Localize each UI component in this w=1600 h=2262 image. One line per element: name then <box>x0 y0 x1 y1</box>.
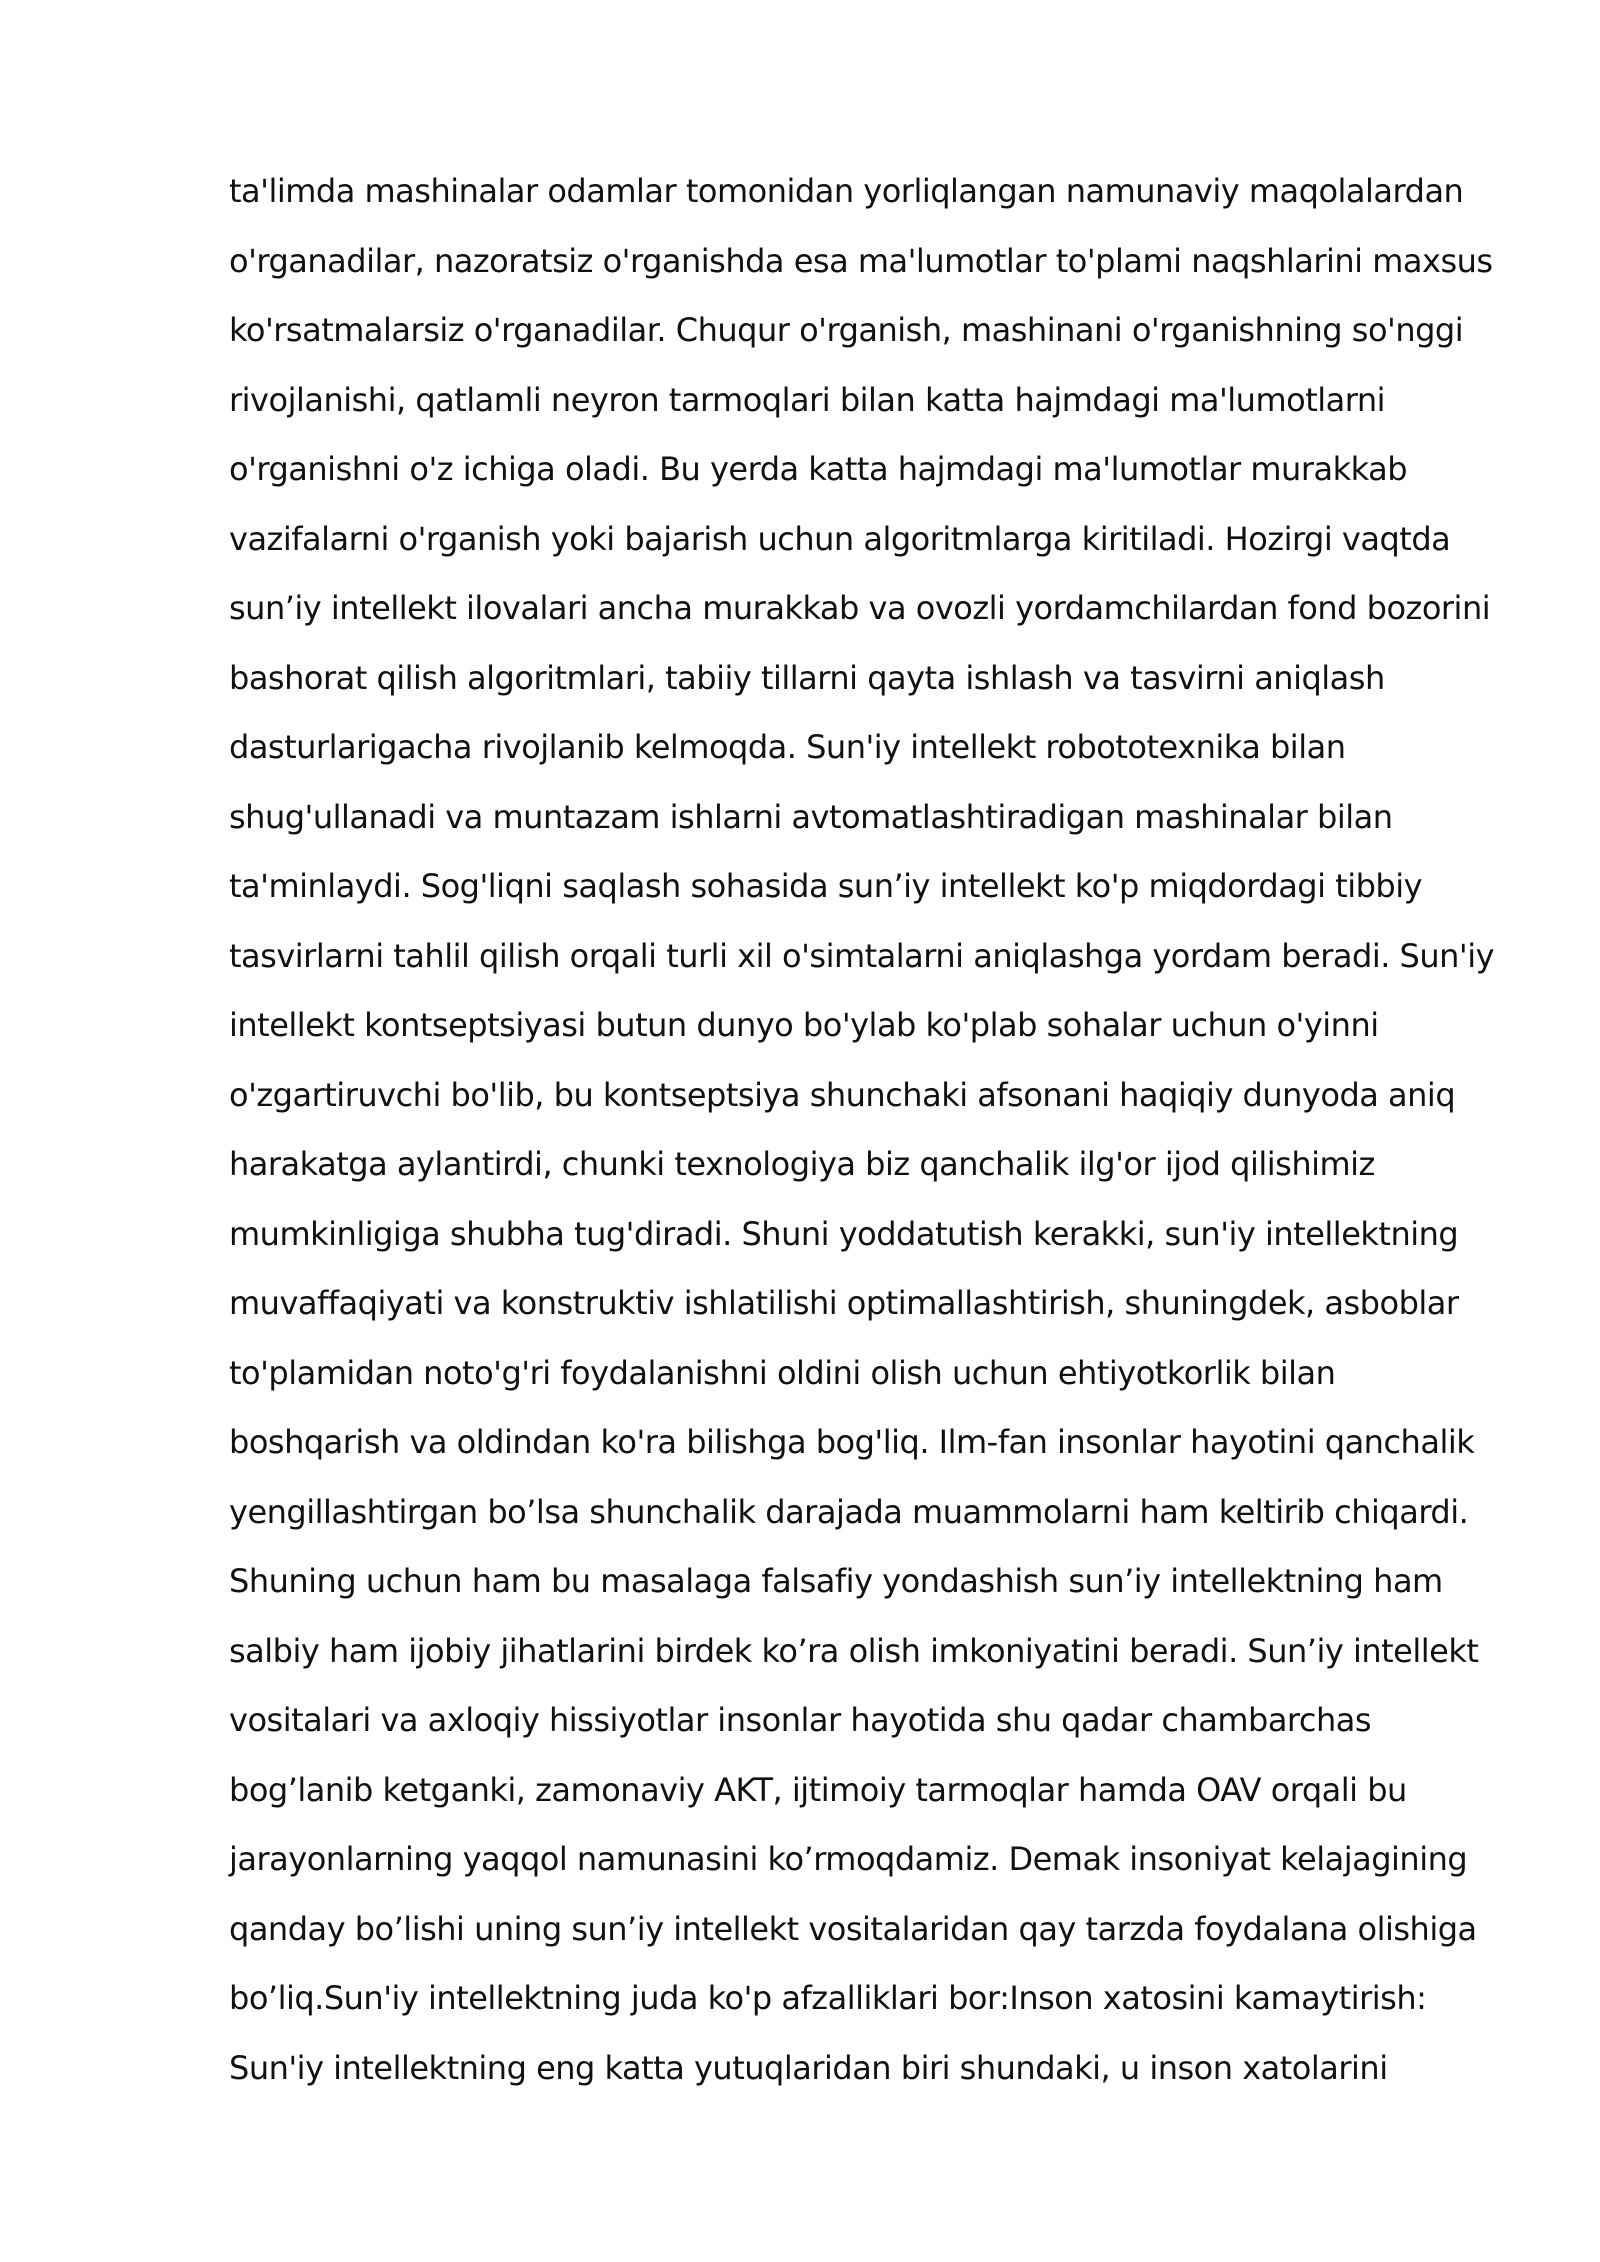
text-line: intellekt kontseptsiyasi butun dunyo bo'ylab ko'plab sohalar uchun o'yinni <box>229 1006 1379 1044</box>
text-line: o'zgartiruvchi bo'lib, bu kontseptsiya shunchaki afsonani haqiqiy dunyoda aniq <box>229 1075 1456 1114</box>
text-line: o'rganadilar, nazoratsiz o'rganishda esa ma'lumotlar to'plami naqshlarini maxsus <box>229 241 1493 280</box>
text-line: Sun'iy intellektning eng katta yutuqlaridan biri shundaki, u inson xatolarini <box>229 2048 1388 2087</box>
text-line: harakatga aylantirdi, chunki texnologiya biz qanchalik ilg'or ijod qilishimiz <box>229 1145 1375 1183</box>
text-line: muvaffaqiyati va konstruktiv ishlatilishi optimallashtirish, shuningdek, asboblar <box>229 1284 1459 1322</box>
text-line: bo’liq.Sun'iy intellektning juda ko'p afzalliklari bor:Inson xatosini kamaytirish: <box>229 1979 1427 2017</box>
text-line: rivojlanishi, qatlamli neyron tarmoqlari bilan katta hajmdagi ma'lumotlarni <box>229 380 1385 419</box>
text-line: mumkinligiga shubha tug'diradi. Shuni yoddatutish kerakki, sun'iy intellektning <box>229 1214 1459 1253</box>
text-line: ta'limda mashinalar odamlar tomonidan yorliqlangan namunaviy maqolalardan <box>229 172 1464 210</box>
text-line: shug'ullanadi va muntazam ishlarni avtomatlashtiradigan mashinalar bilan <box>229 797 1393 836</box>
text-line: ko'rsatmalarsiz o'rganadilar. Chuqur o'rganish, mashinani o'rganishning so'nggi <box>229 311 1464 349</box>
text-line: bashorat qilish algoritmlari, tabiiy tillarni qayta ishlash va tasvirni aniqlash <box>229 658 1385 697</box>
text-line: o'rganishni o'z ichiga oladi. Bu yerda katta hajmdagi ma'lumotlar murakkab <box>229 450 1408 488</box>
body-paragraph <box>229 165 1529 2111</box>
text-line: vositalari va axloqiy hissiyotlar insonlar hayotida shu qadar chambarchas <box>229 1701 1372 1739</box>
text-line: boshqarish va oldindan ko'ra bilishga bog'liq. Ilm-fan insonlar hayotini qanchalik <box>229 1423 1475 1461</box>
text-line: to'plamidan noto'g'ri foydalanishni oldini olish uchun ehtiyotkorlik bilan <box>229 1353 1336 1392</box>
text-line: Shuning uchun ham bu masalaga falsafiy yondashish sun’iy intellektning ham <box>229 1562 1443 1600</box>
text-line: yengillashtirgan bo’lsa shunchalik darajada muammolarni ham keltirib chiqardi. <box>229 1492 1469 1531</box>
text-line: sun’iy intellekt ilovalari ancha murakkab va ovozli yordamchilardan fond bozorini <box>229 589 1491 627</box>
text-line: ta'minlaydi. Sog'liqni saqlash sohasida sun’iy intellekt ko'p miqdordagi tibbiy <box>229 867 1423 905</box>
text-line: dasturlarigacha rivojlanib kelmoqda. Sun'iy intellekt robototexnika bilan <box>229 728 1346 766</box>
text-line: bog’lanib ketganki, zamonaviy AKT, ijtimoiy tarmoqlar hamda OAV orqali bu <box>229 1770 1407 1809</box>
text-line: jarayonlarning yaqqol namunasini ko’rmoqdamiz. Demak insoniyat kelajagining <box>229 1840 1468 1878</box>
text-line: tasvirlarni tahlil qilish orqali turli xil o'simtalarni aniqlashga yordam beradi. Sun'iy <box>229 936 1495 975</box>
text-line: qanday bo’lishi uning sun’iy intellekt vositalaridan qay tarzda foydalana olishiga <box>229 1909 1477 1948</box>
text-line: vazifalarni o'rganish yoki bajarish uchun algoritmlarga kiritiladi. Hozirgi vaqtda <box>229 519 1451 558</box>
text-line: salbiy ham ijobiy jihatlarini birdek ko’ra olish imkoniyatini beradi. Sun’iy intellekt <box>229 1631 1479 1670</box>
